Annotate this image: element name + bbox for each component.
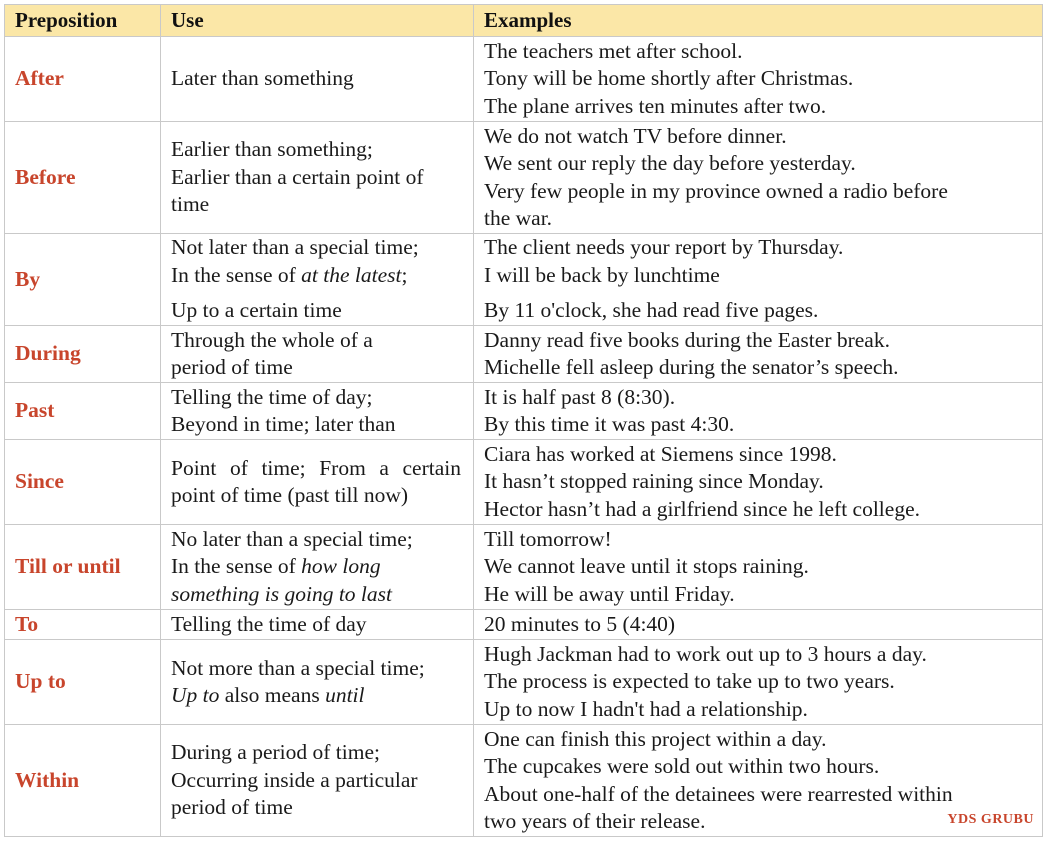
use-line: point of time (past till now) bbox=[171, 483, 409, 507]
table-row bbox=[5, 383, 1043, 440]
use-text: In the sense of bbox=[171, 554, 302, 579]
table-row bbox=[5, 234, 1043, 326]
examples-cell bbox=[474, 610, 1043, 640]
example-line: It hasn’t stopped raining since Monday. bbox=[484, 469, 824, 494]
use-text: also means bbox=[219, 683, 326, 707]
preposition-cell: After bbox=[5, 37, 161, 122]
example-line: The teachers met after school. bbox=[484, 38, 743, 63]
use-line: Telling the time of day bbox=[171, 611, 367, 636]
preposition-table bbox=[4, 4, 1043, 837]
use-cell bbox=[161, 640, 474, 725]
use-line: Telling the time of day; bbox=[171, 384, 373, 409]
use-line: Point of time; From a certain bbox=[171, 455, 461, 480]
example-line: He will be away until Friday. bbox=[484, 581, 735, 606]
use-italic-text: Up to bbox=[171, 683, 220, 707]
table-row bbox=[5, 440, 1043, 525]
example-line: Hector hasn’t had a girlfriend since he left college. bbox=[484, 496, 920, 521]
examples-cell bbox=[474, 525, 1043, 610]
use-cell bbox=[161, 525, 474, 610]
examples-cell bbox=[474, 383, 1043, 440]
use-line: Through the whole of a bbox=[171, 327, 373, 352]
use-line bbox=[171, 553, 473, 581]
use-line: Earlier than a certain point of bbox=[171, 164, 424, 189]
example-line: 20 minutes to 5 (4:40) bbox=[484, 611, 676, 636]
preposition-cell: Till or until bbox=[5, 525, 161, 610]
example-line: It is half past 8 (8:30). bbox=[484, 384, 676, 409]
use-cell bbox=[161, 610, 474, 640]
example-line: Danny read five books during the Easter break. bbox=[484, 327, 890, 352]
examples-cell bbox=[474, 122, 1043, 234]
table-row bbox=[5, 725, 1043, 837]
table-row bbox=[5, 122, 1043, 234]
example-line: One can finish this project within a day. bbox=[484, 726, 827, 751]
example-line: The client needs your report by Thursday. bbox=[484, 235, 844, 260]
example-line: Till tomorrow! bbox=[484, 526, 612, 551]
example-line: Tony will be home shortly after Christmas. bbox=[484, 66, 854, 91]
example-line: The cupcakes were sold out within two hours. bbox=[484, 754, 880, 778]
table-row bbox=[5, 326, 1043, 383]
use-italic-text: how long bbox=[301, 554, 381, 579]
header-preposition: Preposition bbox=[5, 5, 161, 37]
example-line: Hugh Jackman had to work out up to 3 hours a day. bbox=[484, 641, 927, 666]
example-line: We cannot leave until it stops raining. bbox=[484, 554, 809, 579]
use-cell bbox=[161, 122, 474, 234]
use-line bbox=[171, 682, 473, 710]
preposition-cell: To bbox=[5, 610, 161, 640]
use-cell bbox=[161, 326, 474, 383]
preposition-cell: Up to bbox=[5, 640, 161, 725]
examples-cell bbox=[474, 234, 1043, 326]
example-line: Very few people in my province owned a radio before bbox=[484, 178, 948, 203]
use-cell bbox=[161, 37, 474, 122]
examples-cell bbox=[474, 640, 1043, 725]
use-line: Not later than a special time; bbox=[171, 235, 419, 260]
examples-cell bbox=[474, 326, 1043, 383]
use-cell bbox=[161, 383, 474, 440]
table-row bbox=[5, 640, 1043, 725]
preposition-cell: Since bbox=[5, 440, 161, 525]
use-text: ; bbox=[401, 262, 408, 287]
use-line: Beyond in time; later than bbox=[171, 412, 396, 436]
example-line: By this time it was past 4:30. bbox=[484, 412, 735, 436]
example-line: We sent our reply the day before yesterday. bbox=[484, 151, 856, 175]
use-line: period of time bbox=[171, 795, 293, 820]
use-cell bbox=[161, 234, 474, 326]
header-row bbox=[5, 5, 1043, 37]
example-line: The plane arrives ten minutes after two. bbox=[484, 93, 827, 118]
use-line bbox=[171, 262, 473, 290]
table-row bbox=[5, 37, 1043, 122]
example-line: I will be back by lunchtime bbox=[484, 262, 720, 287]
use-cell bbox=[161, 725, 474, 837]
use-line: Later than something bbox=[171, 66, 354, 91]
example-line: Up to now I hadn't had a relationship. bbox=[484, 696, 808, 721]
examples-cell bbox=[474, 440, 1043, 525]
example-line: the war. bbox=[484, 206, 553, 230]
header-use: Use bbox=[161, 5, 474, 37]
use-line bbox=[171, 581, 473, 609]
use-line: Earlier than something; bbox=[171, 137, 373, 162]
use-line: During a period of time; bbox=[171, 740, 380, 765]
preposition-cell: During bbox=[5, 326, 161, 383]
preposition-cell: By bbox=[5, 234, 161, 326]
example-line: About one-half of the detainees were rearrested within bbox=[484, 781, 953, 806]
preposition-cell: Before bbox=[5, 122, 161, 234]
example-line: We do not watch TV before dinner. bbox=[484, 123, 787, 148]
use-cell bbox=[161, 440, 474, 525]
use-line: Occurring inside a particular bbox=[171, 767, 418, 792]
examples-cell bbox=[474, 37, 1043, 122]
use-italic-text: something is going to last bbox=[171, 581, 392, 606]
example-line: The process is expected to take up to two years. bbox=[484, 669, 895, 694]
example-line: Michelle fell asleep during the senator’s speech. bbox=[484, 355, 899, 379]
use-italic-text: at the latest bbox=[301, 262, 402, 287]
use-line: period of time bbox=[171, 355, 293, 379]
use-italic-text: until bbox=[325, 683, 365, 707]
preposition-cell: Within bbox=[5, 725, 161, 837]
watermark: YDS GRUBU bbox=[947, 812, 1034, 827]
table-row bbox=[5, 610, 1043, 640]
use-line: time bbox=[171, 192, 210, 217]
example-line: By 11 o'clock, she had read five pages. bbox=[484, 298, 819, 323]
use-text: In the sense of bbox=[171, 262, 302, 287]
table-row bbox=[5, 525, 1043, 610]
preposition-cell: Past bbox=[5, 383, 161, 440]
use-line: Up to a certain time bbox=[171, 298, 342, 323]
use-line: Not more than a special time; bbox=[171, 655, 425, 680]
use-line: No later than a special time; bbox=[171, 526, 413, 551]
example-line: Ciara has worked at Siemens since 1998. bbox=[484, 441, 837, 466]
example-line: two years of their release. bbox=[484, 809, 706, 833]
header-examples: Examples bbox=[474, 5, 1043, 37]
